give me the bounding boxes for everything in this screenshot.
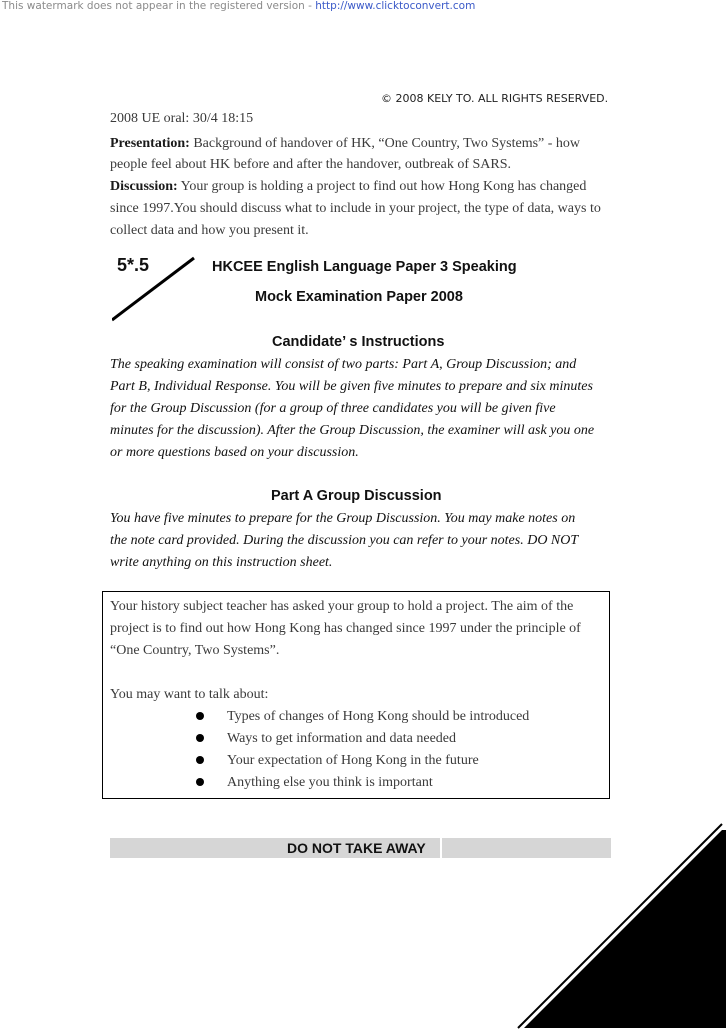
part-a-line: the note card provided. During the discussion you can refer to your notes. DO NOT: [110, 533, 579, 548]
presentation-line-2: people feel about HK before and after the handover, outbreak of SARS.: [110, 157, 512, 172]
part-a-line: You have five minutes to prepare for the Group Discussion. You may make notes on: [110, 511, 576, 526]
task-prompt: You may want to talk about:: [110, 687, 269, 702]
task-line: project is to find out how Hong Kong has changed since 1997 under the principle of: [110, 621, 581, 636]
instructions-heading: Candidate’ s Instructions: [272, 334, 445, 350]
presentation-line-1: [110, 135, 580, 153]
watermark: [2, 0, 475, 12]
part-a-line: write anything on this instruction sheet.: [110, 555, 333, 570]
presentation-label: Presentation:: [110, 136, 190, 151]
bullet-item: Anything else you think is important: [227, 775, 433, 790]
page-curl-corner: [516, 822, 728, 1030]
instructions-line: Part B, Individual Response. You will be given five minutes to prepare and six minutes: [110, 379, 593, 394]
discussion-line-3: collect data and how you present it.: [110, 223, 309, 238]
discussion-text-1: Your group is holding a project to find out how Hong Kong has changed: [180, 179, 587, 194]
bullet-icon: [196, 712, 204, 720]
bullet-icon: [196, 756, 204, 764]
paper-subtitle: Mock Examination Paper 2008: [255, 289, 463, 305]
paper-code: 5*.5: [117, 255, 150, 275]
exam-line: 2008 UE oral: 30/4 18:15: [110, 111, 254, 126]
task-line: “One Country, Two Systems”.: [110, 643, 280, 658]
part-a-heading: Part A Group Discussion: [271, 488, 442, 504]
watermark-text: This watermark does not appear in the registered version -: [2, 0, 316, 12]
instructions-line: or more questions based on your discussion.: [110, 445, 359, 460]
bullet-item: Your expectation of Hong Kong in the future: [227, 753, 479, 768]
paper-title: HKCEE English Language Paper 3 Speaking: [212, 259, 517, 275]
discussion-line-2: since 1997.You should discuss what to include in your project, the type of data, ways to: [110, 201, 601, 216]
instructions-line: minutes for the discussion). After the Group Discussion, the examiner will ask you one: [110, 423, 595, 438]
bullet-icon: [196, 734, 204, 742]
discussion-label: Discussion:: [110, 179, 178, 194]
task-line: Your history subject teacher has asked your group to hold a project. The aim of the: [110, 599, 574, 614]
discussion-line-1: [110, 178, 586, 196]
banner-divider: [440, 838, 442, 858]
instructions-line: The speaking examination will consist of two parts: Part A, Group Discussion; and: [110, 357, 577, 372]
bullet-item: Types of changes of Hong Kong should be introduced: [227, 709, 530, 724]
bullet-item: Ways to get information and data needed: [227, 731, 457, 746]
instructions-line: for the Group Discussion (for a group of three candidates you will be given five: [110, 401, 556, 416]
footer-banner-label: DO NOT TAKE AWAY: [287, 840, 426, 856]
bullet-icon: [196, 778, 204, 786]
copyright-notice: © 2008 KELY TO. ALL RIGHTS RESERVED.: [381, 92, 609, 105]
presentation-text-1: Background of handover of HK, “One Country, Two Systems” - how: [193, 136, 581, 151]
watermark-url[interactable]: http://www.clicktoconvert.com: [315, 0, 476, 12]
